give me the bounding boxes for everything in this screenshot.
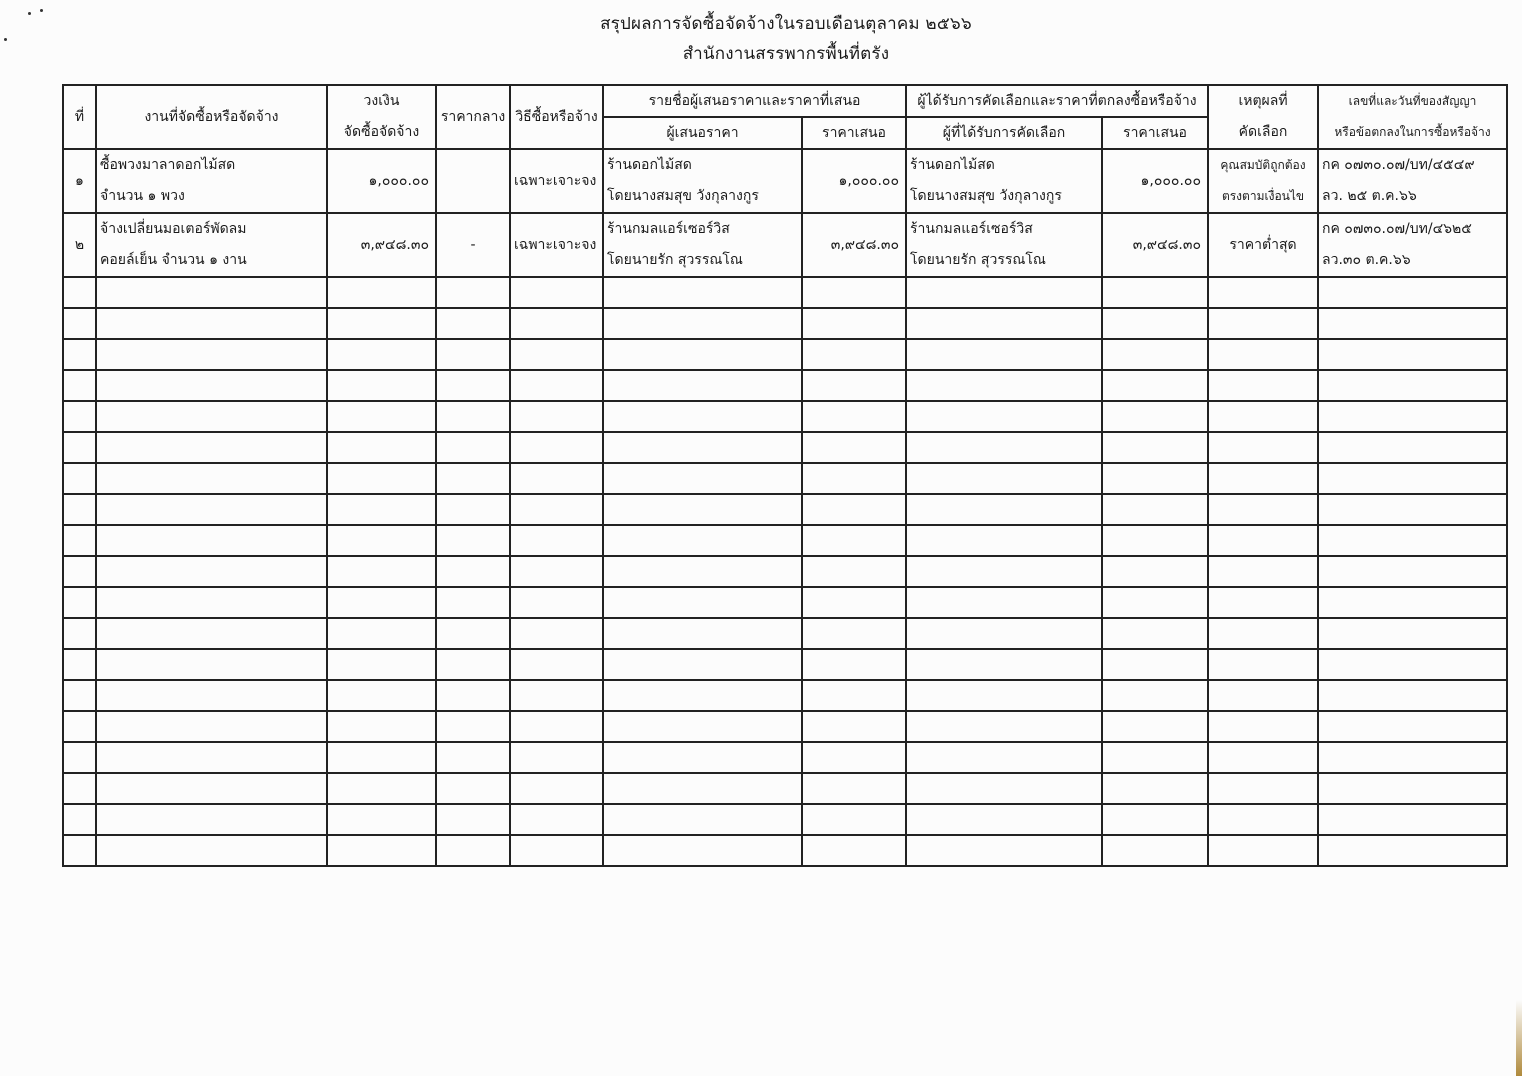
empty-cell xyxy=(436,339,510,370)
empty-cell xyxy=(906,587,1102,618)
empty-cell xyxy=(802,339,906,370)
empty-cell xyxy=(327,463,436,494)
empty-cell xyxy=(63,773,96,804)
empty-cell xyxy=(1102,649,1208,680)
empty-cell xyxy=(327,804,436,835)
empty-cell xyxy=(327,835,436,866)
empty-cell xyxy=(510,401,603,432)
empty-cell xyxy=(436,649,510,680)
empty-cell xyxy=(802,711,906,742)
row-bidder-line2: โดยนางสมสุข วังกุลางกูร xyxy=(607,188,759,204)
empty-cell xyxy=(327,556,436,587)
empty-cell xyxy=(1318,463,1507,494)
row-bidder xyxy=(603,149,802,213)
empty-cell xyxy=(1102,804,1208,835)
empty-cell xyxy=(63,618,96,649)
empty-cell xyxy=(1208,680,1318,711)
empty-cell xyxy=(802,804,906,835)
header-bidder: ผู้เสนอราคา xyxy=(603,117,802,149)
empty-cell xyxy=(603,587,802,618)
empty-cell xyxy=(1318,649,1507,680)
empty-cell xyxy=(802,525,906,556)
row-contract xyxy=(1318,213,1507,277)
header-bid-price: ราคาเสนอ xyxy=(802,117,906,149)
empty-row xyxy=(63,494,1507,525)
empty-cell xyxy=(96,835,327,866)
empty-cell xyxy=(603,804,802,835)
empty-cell xyxy=(1318,618,1507,649)
row-selected-price: ๓,๙๔๘.๓๐ xyxy=(1102,213,1208,277)
empty-cell xyxy=(63,308,96,339)
empty-cell xyxy=(327,587,436,618)
table-row xyxy=(63,149,1507,213)
row-reason xyxy=(1208,149,1318,213)
empty-cell xyxy=(1102,401,1208,432)
empty-cell xyxy=(603,525,802,556)
row-median-price: - xyxy=(436,213,510,277)
empty-cell xyxy=(603,432,802,463)
empty-cell xyxy=(1318,711,1507,742)
empty-cell xyxy=(436,432,510,463)
empty-cell xyxy=(1102,308,1208,339)
row-selected xyxy=(906,213,1102,277)
empty-cell xyxy=(436,587,510,618)
empty-cell xyxy=(1208,618,1318,649)
empty-cell xyxy=(436,742,510,773)
empty-row xyxy=(63,618,1507,649)
empty-cell xyxy=(63,494,96,525)
empty-row xyxy=(63,339,1507,370)
empty-cell xyxy=(63,463,96,494)
empty-cell xyxy=(327,494,436,525)
empty-cell xyxy=(1102,618,1208,649)
empty-cell xyxy=(906,494,1102,525)
empty-cell xyxy=(327,680,436,711)
row-method: เฉพาะเจาะจง xyxy=(510,213,603,277)
empty-cell xyxy=(603,649,802,680)
row-bidder-line1: ร้านกมลแอร์เซอร์วิส xyxy=(607,221,730,237)
header-no: ที่ xyxy=(63,85,96,149)
empty-cell xyxy=(906,339,1102,370)
empty-row xyxy=(63,401,1507,432)
empty-cell xyxy=(436,370,510,401)
empty-cell xyxy=(327,339,436,370)
empty-row xyxy=(63,463,1507,494)
empty-cell xyxy=(906,742,1102,773)
empty-cell xyxy=(327,773,436,804)
empty-row xyxy=(63,308,1507,339)
empty-cell xyxy=(96,463,327,494)
empty-cell xyxy=(96,308,327,339)
empty-cell xyxy=(1208,308,1318,339)
empty-cell xyxy=(1102,773,1208,804)
row-selected-price: ๑,๐๐๐.๐๐ xyxy=(1102,149,1208,213)
empty-cell xyxy=(436,804,510,835)
empty-cell xyxy=(603,773,802,804)
empty-cell xyxy=(1318,525,1507,556)
empty-cell xyxy=(1318,804,1507,835)
row-task-line2: คอยล์เย็น จำนวน ๑ งาน xyxy=(100,252,247,268)
row-contract-line1: กค ๐๗๓๐.๐๗/บท/๔๕๔๙ xyxy=(1322,157,1475,173)
empty-cell xyxy=(603,742,802,773)
header-selected-price: ราคาเสนอ xyxy=(1102,117,1208,149)
row-task-line2: จำนวน ๑ พวง xyxy=(100,188,185,204)
row-reason-line1: คุณสมบัติถูกต้อง xyxy=(1220,158,1306,172)
empty-cell xyxy=(327,370,436,401)
empty-cell xyxy=(906,432,1102,463)
empty-cell xyxy=(96,680,327,711)
empty-cell xyxy=(436,618,510,649)
empty-cell xyxy=(1208,401,1318,432)
empty-cell xyxy=(603,401,802,432)
empty-cell xyxy=(1208,463,1318,494)
header-bidders-group: รายชื่อผู้เสนอราคาและราคาที่เสนอ xyxy=(603,85,906,117)
empty-cell xyxy=(63,680,96,711)
row-reason-line2: ตรงตามเงื่อนไข xyxy=(1221,189,1305,203)
empty-cell xyxy=(63,525,96,556)
empty-cell xyxy=(510,308,603,339)
empty-cell xyxy=(1102,525,1208,556)
empty-cell xyxy=(1102,680,1208,711)
empty-cell xyxy=(802,773,906,804)
empty-cell xyxy=(96,649,327,680)
procurement-table xyxy=(62,84,1508,867)
empty-cell xyxy=(1318,742,1507,773)
empty-cell xyxy=(906,711,1102,742)
empty-cell xyxy=(802,618,906,649)
empty-cell xyxy=(802,556,906,587)
empty-cell xyxy=(1208,370,1318,401)
empty-cell xyxy=(63,711,96,742)
document-title: สรุปผลการจัดซื้อจัดจ้างในรอบเดือนตุลาคม ๒๕๖๖ xyxy=(600,14,972,34)
header-selected-group: ผู้ได้รับการคัดเลือกและราคาที่ตกลงซื้อหรือจ้าง xyxy=(906,85,1208,117)
empty-cell xyxy=(510,649,603,680)
row-contract-line2: ลว.๓๐ ต.ค.๖๖ xyxy=(1322,252,1411,268)
header-contract-line2: หรือข้อตกลงในการซื้อหรือจ้าง xyxy=(1334,125,1491,139)
row-bidder xyxy=(603,213,802,277)
empty-cell xyxy=(96,494,327,525)
empty-cell xyxy=(1318,835,1507,866)
empty-cell xyxy=(1102,277,1208,308)
empty-cell xyxy=(327,277,436,308)
row-no: ๑ xyxy=(63,149,96,213)
row-selected-line2: โดยนางสมสุข วังกุลางกูร xyxy=(910,188,1062,204)
row-contract-line1: กค ๐๗๓๐.๐๗/บท/๔๖๒๕ xyxy=(1322,221,1472,237)
empty-cell xyxy=(96,618,327,649)
empty-cell xyxy=(327,525,436,556)
empty-cell xyxy=(802,742,906,773)
empty-cell xyxy=(1208,711,1318,742)
empty-cell xyxy=(603,277,802,308)
row-budget: ๓,๙๔๘.๓๐ xyxy=(327,213,436,277)
empty-cell xyxy=(96,525,327,556)
empty-cell xyxy=(1102,463,1208,494)
empty-row xyxy=(63,711,1507,742)
empty-cell xyxy=(603,494,802,525)
empty-cell xyxy=(63,835,96,866)
empty-cell xyxy=(63,370,96,401)
header-median-price: ราคากลาง xyxy=(436,85,510,149)
empty-cell xyxy=(63,587,96,618)
empty-cell xyxy=(96,773,327,804)
row-no: ๒ xyxy=(63,213,96,277)
header-budget-line2: จัดซื้อจัดจ้าง xyxy=(343,124,420,140)
empty-cell xyxy=(1102,835,1208,866)
empty-cell xyxy=(63,742,96,773)
empty-cell xyxy=(603,835,802,866)
empty-cell xyxy=(436,556,510,587)
table-row xyxy=(63,213,1507,277)
empty-row xyxy=(63,773,1507,804)
empty-cell xyxy=(96,277,327,308)
empty-cell xyxy=(1208,649,1318,680)
row-budget: ๑,๐๐๐.๐๐ xyxy=(327,149,436,213)
empty-cell xyxy=(510,618,603,649)
row-reason xyxy=(1208,213,1318,277)
empty-cell xyxy=(802,835,906,866)
row-task-line1: จ้างเปลี่ยนมอเตอร์พัดลม xyxy=(100,221,247,237)
empty-cell xyxy=(603,339,802,370)
empty-cell xyxy=(327,308,436,339)
empty-cell xyxy=(906,525,1102,556)
empty-cell xyxy=(510,277,603,308)
empty-cell xyxy=(1318,339,1507,370)
empty-cell xyxy=(1102,494,1208,525)
empty-row xyxy=(63,525,1507,556)
row-bidder-line1: ร้านดอกไม้สด xyxy=(607,157,692,173)
empty-cell xyxy=(1208,556,1318,587)
empty-row xyxy=(63,556,1507,587)
row-selected-line1: ร้านดอกไม้สด xyxy=(910,157,995,173)
row-bid-price: ๓,๙๔๘.๓๐ xyxy=(802,213,906,277)
empty-cell xyxy=(802,587,906,618)
header-contract-line1: เลขที่และวันที่ของสัญญา xyxy=(1348,94,1477,108)
empty-cell xyxy=(906,649,1102,680)
empty-cell xyxy=(1318,773,1507,804)
empty-cell xyxy=(96,432,327,463)
row-bid-price: ๑,๐๐๐.๐๐ xyxy=(802,149,906,213)
empty-cell xyxy=(436,773,510,804)
empty-cell xyxy=(96,401,327,432)
empty-cell xyxy=(603,711,802,742)
header-reason xyxy=(1208,85,1318,149)
empty-cell xyxy=(1318,494,1507,525)
empty-cell xyxy=(436,277,510,308)
header-contract xyxy=(1318,85,1507,149)
empty-cell xyxy=(802,277,906,308)
empty-cell xyxy=(603,370,802,401)
empty-cell xyxy=(510,711,603,742)
empty-cell xyxy=(510,680,603,711)
empty-cell xyxy=(1318,277,1507,308)
empty-cell xyxy=(63,401,96,432)
row-contract-line2: ลว. ๒๕ ต.ค.๖๖ xyxy=(1322,188,1417,204)
empty-cell xyxy=(603,556,802,587)
empty-cell xyxy=(1208,804,1318,835)
empty-cell xyxy=(802,308,906,339)
empty-cell xyxy=(63,556,96,587)
empty-cell xyxy=(96,742,327,773)
header-reason-line1: เหตุผลที่ xyxy=(1238,93,1288,109)
row-bidder-line2: โดยนายรัก สุวรรณโณ xyxy=(607,252,743,268)
empty-cell xyxy=(436,308,510,339)
empty-cell xyxy=(802,494,906,525)
row-selected-line1: ร้านกมลแอร์เซอร์วิส xyxy=(910,221,1033,237)
empty-cell xyxy=(63,649,96,680)
empty-cell xyxy=(1208,494,1318,525)
header-task: งานที่จัดซื้อหรือจัดจ้าง xyxy=(96,85,327,149)
empty-cell xyxy=(436,494,510,525)
empty-cell xyxy=(63,804,96,835)
empty-cell xyxy=(510,432,603,463)
header-budget-line1: วงเงิน xyxy=(363,93,400,109)
page-edge-shadow xyxy=(1516,1000,1522,1076)
empty-cell xyxy=(906,308,1102,339)
header-budget xyxy=(327,85,436,149)
empty-cell xyxy=(1102,587,1208,618)
empty-cell xyxy=(327,742,436,773)
empty-cell xyxy=(1208,339,1318,370)
empty-cell xyxy=(603,308,802,339)
empty-cell xyxy=(510,370,603,401)
header-row xyxy=(63,85,1507,117)
empty-cell xyxy=(1318,308,1507,339)
empty-cell xyxy=(1208,525,1318,556)
empty-cell xyxy=(63,277,96,308)
empty-cell xyxy=(1102,339,1208,370)
empty-cell xyxy=(802,370,906,401)
empty-cell xyxy=(906,804,1102,835)
empty-cell xyxy=(436,463,510,494)
empty-cell xyxy=(1318,587,1507,618)
empty-row xyxy=(63,649,1507,680)
document-subtitle: สำนักงานสรรพากรพื้นที่ตรัง xyxy=(682,44,890,64)
empty-cell xyxy=(1318,432,1507,463)
empty-cell xyxy=(906,370,1102,401)
empty-cell xyxy=(1208,773,1318,804)
empty-row xyxy=(63,277,1507,308)
scan-speck xyxy=(4,38,7,41)
empty-cell xyxy=(63,339,96,370)
empty-cell xyxy=(327,711,436,742)
empty-cell xyxy=(510,463,603,494)
empty-row xyxy=(63,432,1507,463)
empty-cell xyxy=(510,587,603,618)
empty-cell xyxy=(603,618,802,649)
empty-cell xyxy=(63,432,96,463)
empty-cell xyxy=(802,680,906,711)
empty-cell xyxy=(906,773,1102,804)
empty-cell xyxy=(436,680,510,711)
empty-cell xyxy=(327,432,436,463)
empty-row xyxy=(63,835,1507,866)
empty-cell xyxy=(96,556,327,587)
empty-cell xyxy=(327,618,436,649)
empty-cell xyxy=(802,649,906,680)
row-method: เฉพาะเจาะจง xyxy=(510,149,603,213)
empty-row xyxy=(63,587,1507,618)
header-selected: ผู้ที่ได้รับการคัดเลือก xyxy=(906,117,1102,149)
row-reason-line1: ราคาต่ำสุด xyxy=(1229,236,1297,253)
empty-cell xyxy=(1208,835,1318,866)
empty-rows xyxy=(63,277,1507,866)
empty-cell xyxy=(906,835,1102,866)
empty-cell xyxy=(1102,370,1208,401)
empty-cell xyxy=(802,432,906,463)
row-task xyxy=(96,149,327,213)
empty-cell xyxy=(906,401,1102,432)
empty-cell xyxy=(1102,711,1208,742)
empty-row xyxy=(63,680,1507,711)
empty-cell xyxy=(906,680,1102,711)
empty-cell xyxy=(510,339,603,370)
empty-cell xyxy=(96,804,327,835)
row-median-price xyxy=(436,149,510,213)
empty-cell xyxy=(510,835,603,866)
empty-cell xyxy=(1318,370,1507,401)
empty-row xyxy=(63,804,1507,835)
empty-cell xyxy=(603,463,802,494)
empty-cell xyxy=(1102,556,1208,587)
empty-cell xyxy=(802,463,906,494)
empty-cell xyxy=(510,525,603,556)
empty-cell xyxy=(1318,401,1507,432)
empty-row xyxy=(63,370,1507,401)
empty-cell xyxy=(1208,587,1318,618)
row-selected xyxy=(906,149,1102,213)
empty-cell xyxy=(436,711,510,742)
empty-cell xyxy=(327,649,436,680)
empty-cell xyxy=(510,804,603,835)
header-method: วิธีซื้อหรือจ้าง xyxy=(510,85,603,149)
empty-cell xyxy=(603,680,802,711)
empty-cell xyxy=(510,742,603,773)
row-task-line1: ซื้อพวงมาลาดอกไม้สด xyxy=(100,157,236,173)
empty-cell xyxy=(906,463,1102,494)
empty-cell xyxy=(96,370,327,401)
empty-cell xyxy=(1102,432,1208,463)
empty-cell xyxy=(510,556,603,587)
empty-cell xyxy=(906,556,1102,587)
empty-cell xyxy=(1208,432,1318,463)
empty-cell xyxy=(1318,680,1507,711)
empty-cell xyxy=(1208,277,1318,308)
empty-cell xyxy=(906,618,1102,649)
empty-cell xyxy=(436,525,510,556)
empty-cell xyxy=(906,277,1102,308)
empty-cell xyxy=(436,401,510,432)
empty-cell xyxy=(327,401,436,432)
empty-cell xyxy=(1102,742,1208,773)
empty-cell xyxy=(96,587,327,618)
empty-cell xyxy=(96,339,327,370)
row-task xyxy=(96,213,327,277)
header-reason-line2: คัดเลือก xyxy=(1238,124,1288,140)
row-selected-line2: โดยนายรัก สุวรรณโณ xyxy=(910,252,1046,268)
empty-cell xyxy=(802,401,906,432)
empty-cell xyxy=(1208,742,1318,773)
empty-cell xyxy=(96,711,327,742)
empty-cell xyxy=(510,773,603,804)
empty-row xyxy=(63,742,1507,773)
row-contract xyxy=(1318,149,1507,213)
empty-cell xyxy=(436,835,510,866)
empty-cell xyxy=(510,494,603,525)
empty-cell xyxy=(1318,556,1507,587)
